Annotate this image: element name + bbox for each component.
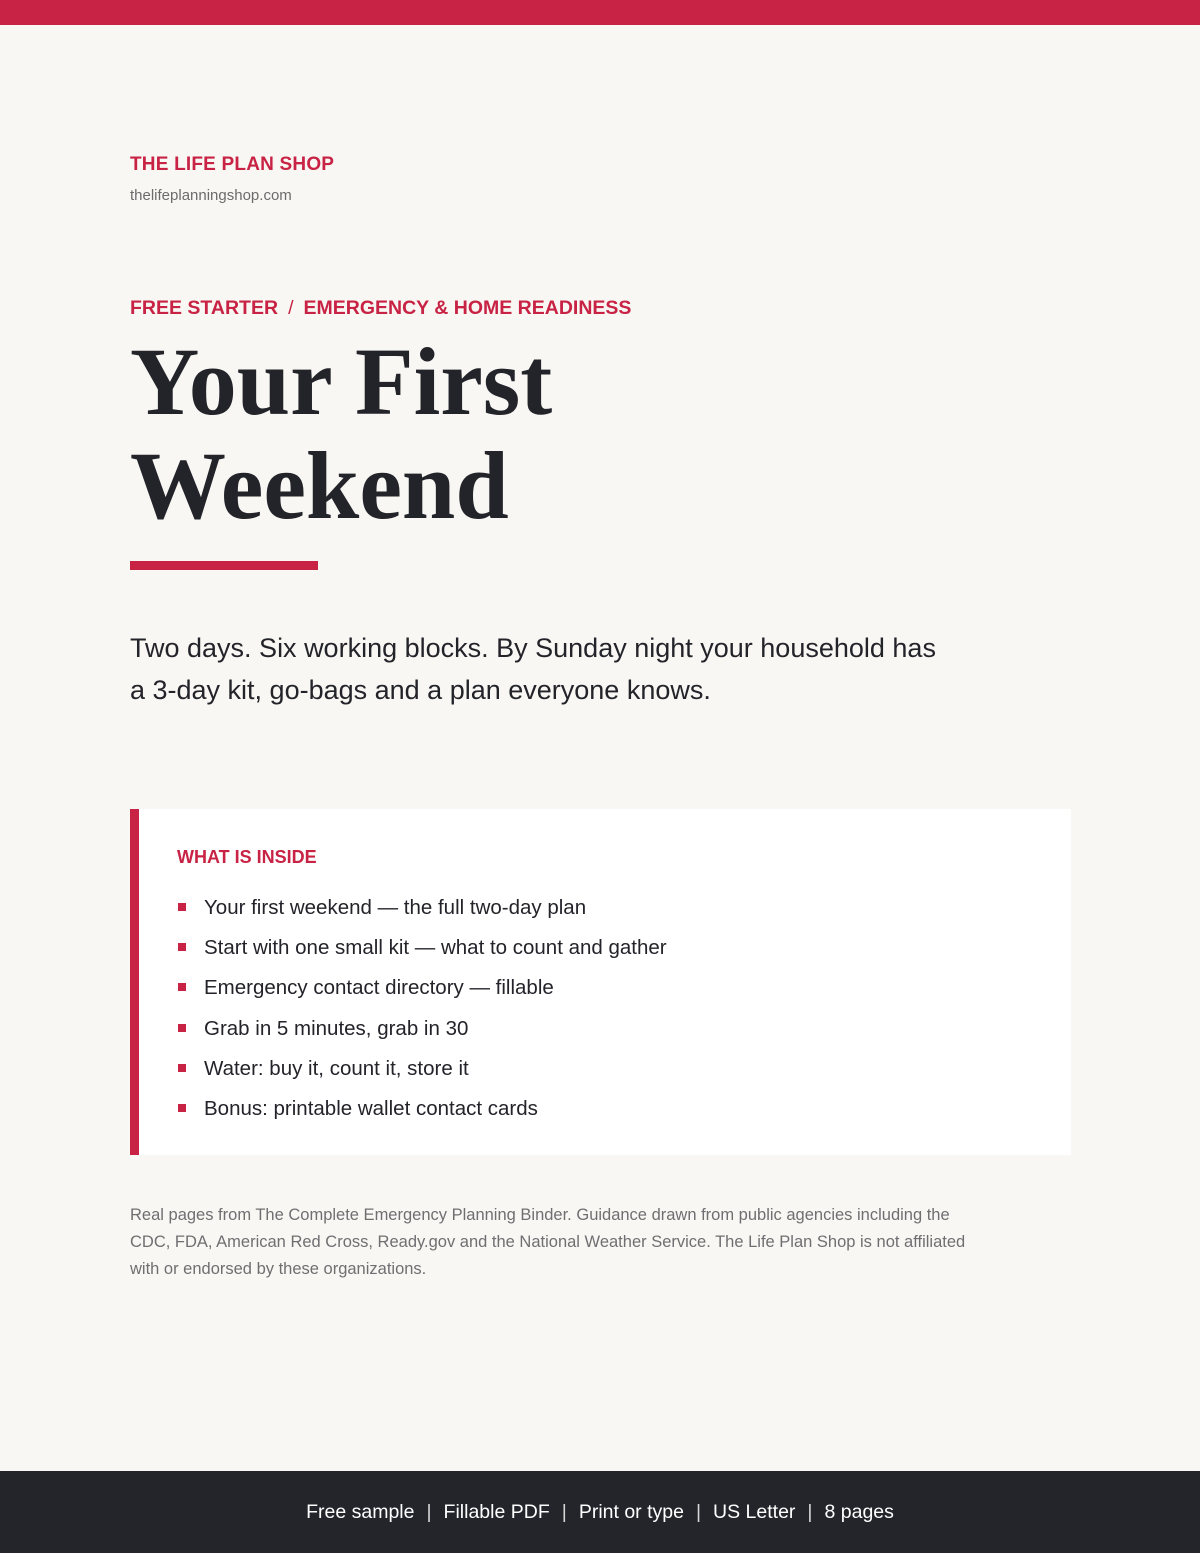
list-item-text: Bonus: printable wallet contact cards <box>204 1096 538 1120</box>
lede-line-2: a 3-day kit, go-bags and a plan everyone knows. <box>130 675 711 705</box>
list-item-text: Start with one small kit — what to count and gather <box>204 936 667 960</box>
whats-inside-list <box>177 894 667 1135</box>
footer-item: 8 pages <box>824 1500 894 1523</box>
whats-inside-heading: WHAT IS INSIDE <box>177 847 317 867</box>
top-accent-bar <box>0 0 1200 25</box>
square-bullet-icon <box>178 943 186 951</box>
footer-item: Free sample <box>306 1500 415 1523</box>
disclaimer-line-3: with or endorsed by these organizations. <box>130 1260 427 1278</box>
footer-item: Print or type <box>578 1500 684 1523</box>
square-bullet-icon <box>178 903 186 911</box>
eyebrow <box>130 297 631 320</box>
lede <box>130 627 1030 711</box>
list-item-text: Water: buy it, count it, store it <box>204 1056 469 1080</box>
list-item-text: Emergency contact directory — fillable <box>204 976 554 1000</box>
footer-separator: | <box>807 1500 813 1523</box>
list-item-text: Grab in 5 minutes, grab in 30 <box>204 1016 469 1040</box>
eyebrow-category: FREE STARTER <box>130 297 279 319</box>
title-underline <box>130 561 318 570</box>
list-item <box>177 934 667 974</box>
brand-name: THE LIFE PLAN SHOP <box>130 154 335 175</box>
footer-separator: | <box>561 1500 567 1523</box>
eyebrow-separator: / <box>288 297 294 319</box>
list-item <box>177 894 667 934</box>
page-title <box>130 330 1030 538</box>
disclaimer-line-1: Real pages from The Complete Emergency Planning Binder. Guidance drawn from public agencies including the <box>130 1206 950 1224</box>
list-item <box>177 1015 667 1055</box>
square-bullet-icon <box>178 1064 186 1072</box>
footer-bar <box>0 1471 1200 1553</box>
footer-item: Fillable PDF <box>443 1500 550 1523</box>
list-item <box>177 1095 667 1135</box>
brand-url: thelifeplanningshop.com <box>130 187 292 204</box>
disclaimer <box>130 1202 1070 1283</box>
square-bullet-icon <box>178 1024 186 1032</box>
square-bullet-icon <box>178 1104 186 1112</box>
list-item <box>177 974 667 1014</box>
list-item <box>177 1055 667 1095</box>
footer-item: US Letter <box>713 1500 796 1523</box>
whats-inside-card <box>130 809 1071 1155</box>
title-line-1: Your First <box>130 328 553 435</box>
footer-separator: | <box>426 1500 432 1523</box>
eyebrow-topic: EMERGENCY & HOME READINESS <box>303 297 632 319</box>
list-item-text: Your first weekend — the full two-day plan <box>204 896 587 919</box>
square-bullet-icon <box>178 983 186 991</box>
disclaimer-line-2: CDC, FDA, American Red Cross, Ready.gov and the National Weather Service. The Life Plan Shop is not affiliated <box>130 1233 966 1251</box>
title-line-2: Weekend <box>130 432 509 539</box>
lede-line-1: Two days. Six working blocks. By Sunday night your household has <box>130 633 936 663</box>
footer-separator: | <box>695 1500 702 1523</box>
